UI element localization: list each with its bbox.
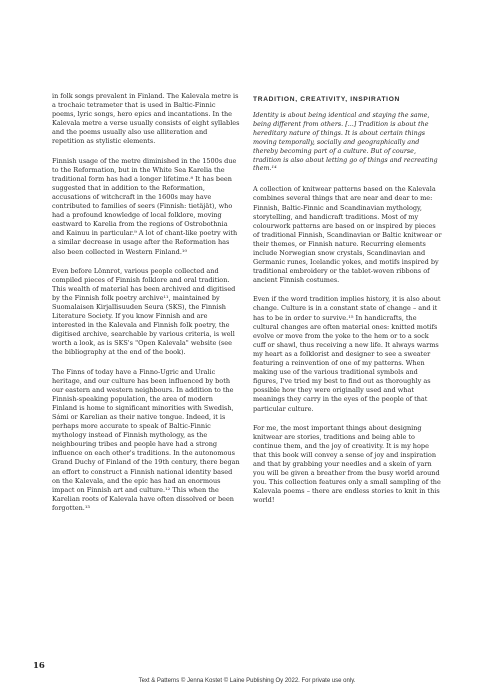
copyright-footer: Text & Patterns © Jenna Kostet © Laine Publishing Oy 2022. For private use only.: [138, 678, 356, 684]
page-number: 16: [33, 661, 45, 671]
epigraph-quote: Identity is about being identical and staying the same, being different from others. [...] Tradition is about the hereditary nature of things. It is about certain things moving temporally, socially and geographically and thereby becoming part of a culture. But of course, tradition is also about letting go of things and recreating them.¹⁴: [253, 111, 438, 173]
body-paragraph: For me, the most important things about designing knitwear are stories, traditions and being able to continue them, and the joy of creativity. It is my hope that this book will convey a sense of joy and inspiration and that by grabbing your needles and a skein of yarn you will be given a breather from the busy world around you. This collection features only a small sampling of the Kalevala poems – there are endless stories to knit in this world!: [253, 423, 441, 505]
section-heading: TRADITION, CREATIVITY, INSPIRATION: [253, 96, 401, 103]
body-paragraph: Even if the word tradition implies history, it is also about change. Culture is in a constant state of change – and it has to be in order to survive.¹⁵ In handicrafts, the cultural changes are often material ones: knitted motifs evolve or move from the yoke to the hem or to a sock cuff or shawl, thus receiving a new life. It always warms my heart as a folklorist and designer to see a sweater featuring a reinvention of one of my patterns. When making use of the various traditional symbols and figures, I've tried my best to find out as thoroughly as possible how they were originally used and what meanings they carry in the eyes of the people of that particular culture.: [253, 295, 441, 413]
right-column: [253, 92, 443, 515]
body-paragraph: The Finns of today have a Finno-Ugric and Uralic heritage, and our culture has been influenced by both our eastern and western neighbours. In addition to the Finnish-speaking population, the area of modern Finland is home to significant minorities with Swedish, Sámi or Karelian as their native tongue. Indeed, it is perhaps more accurate to speak of Baltic-Finnic mythology instead of Finnish mythology, as the neighbouring tribes and people have had a strong influence on each other's traditions. In the autonomous Grand Duchy of Finland of the 19th century, there began an effort to construct a Finnish national identity based on the Kalevala, and the epic has had an enormous impact on Finnish art and culture.¹² This when the Karelian roots of Kalevala have often dissolved or been forgotten.¹³: [52, 367, 240, 512]
body-paragraph: in folk songs prevalent in Finland. The Kalevala metre is a trochaic tetrameter that is used in Baltic-Finnic poems, lyric songs, hero epics and incantations. In the Kalevala metre a verse usually consists of eight syllables and the poems usually also use alliteration and repetition as stylistic elements.: [52, 92, 240, 146]
body-paragraph: Even before Lönnrot, various people collected and compiled pieces of Finnish folklore and oral tradition. This wealth of material has been archived and digitised by the Finnish folk poetry archive¹¹, maintained by Suomalaisen Kirjallisuuden Seura (SKS), the Finnish Literature Society. If you know Finnish and are interested in the Kalevala and Finnish folk poetry, the digitised archive, searchable by various criteria, is well worth a look, as is SKS's "Open Kalevala" website (see the bibliography at the end of the book).: [52, 266, 236, 357]
left-column: [52, 92, 240, 523]
body-paragraph: A collection of knitwear patterns based on the Kalevala combines several things that are near and dear to me: Finnish, Baltic-Finnic and Scandinavian mythology, storytelling, and handicraft traditions. Most of my colourwork patterns are based on or inspired by pieces of traditional Finnish, Scandinavian or Baltic knitwear or their themes, or Finnish nature. Recurring elements include Norwegian snow crystals, Scandinavian and Germanic runes, Icelandic yokes, and motifs inspired by traditional embroidery or the tablet-woven ribbons of ancient Finnish costumes.: [253, 185, 442, 285]
body-paragraph: Finnish usage of the metre diminished in the 1500s due to the Reformation, but in the White Sea Karelia the traditional form has had a longer lifetime.⁸ It has been suggested that in addition to the Reformation, accusations of witchcraft in the 1600s may have contributed to families of seers (Finnish: tietäjät), who had a profound knowledge of local folklore, moving eastward to Karelia from the regions of Ostrobothnia and Kainuu in particular.⁹ A lot of chant-like poetry with a similar decrease in usage after the Reformation has also been collected in Western Finland.¹⁰: [52, 156, 238, 256]
